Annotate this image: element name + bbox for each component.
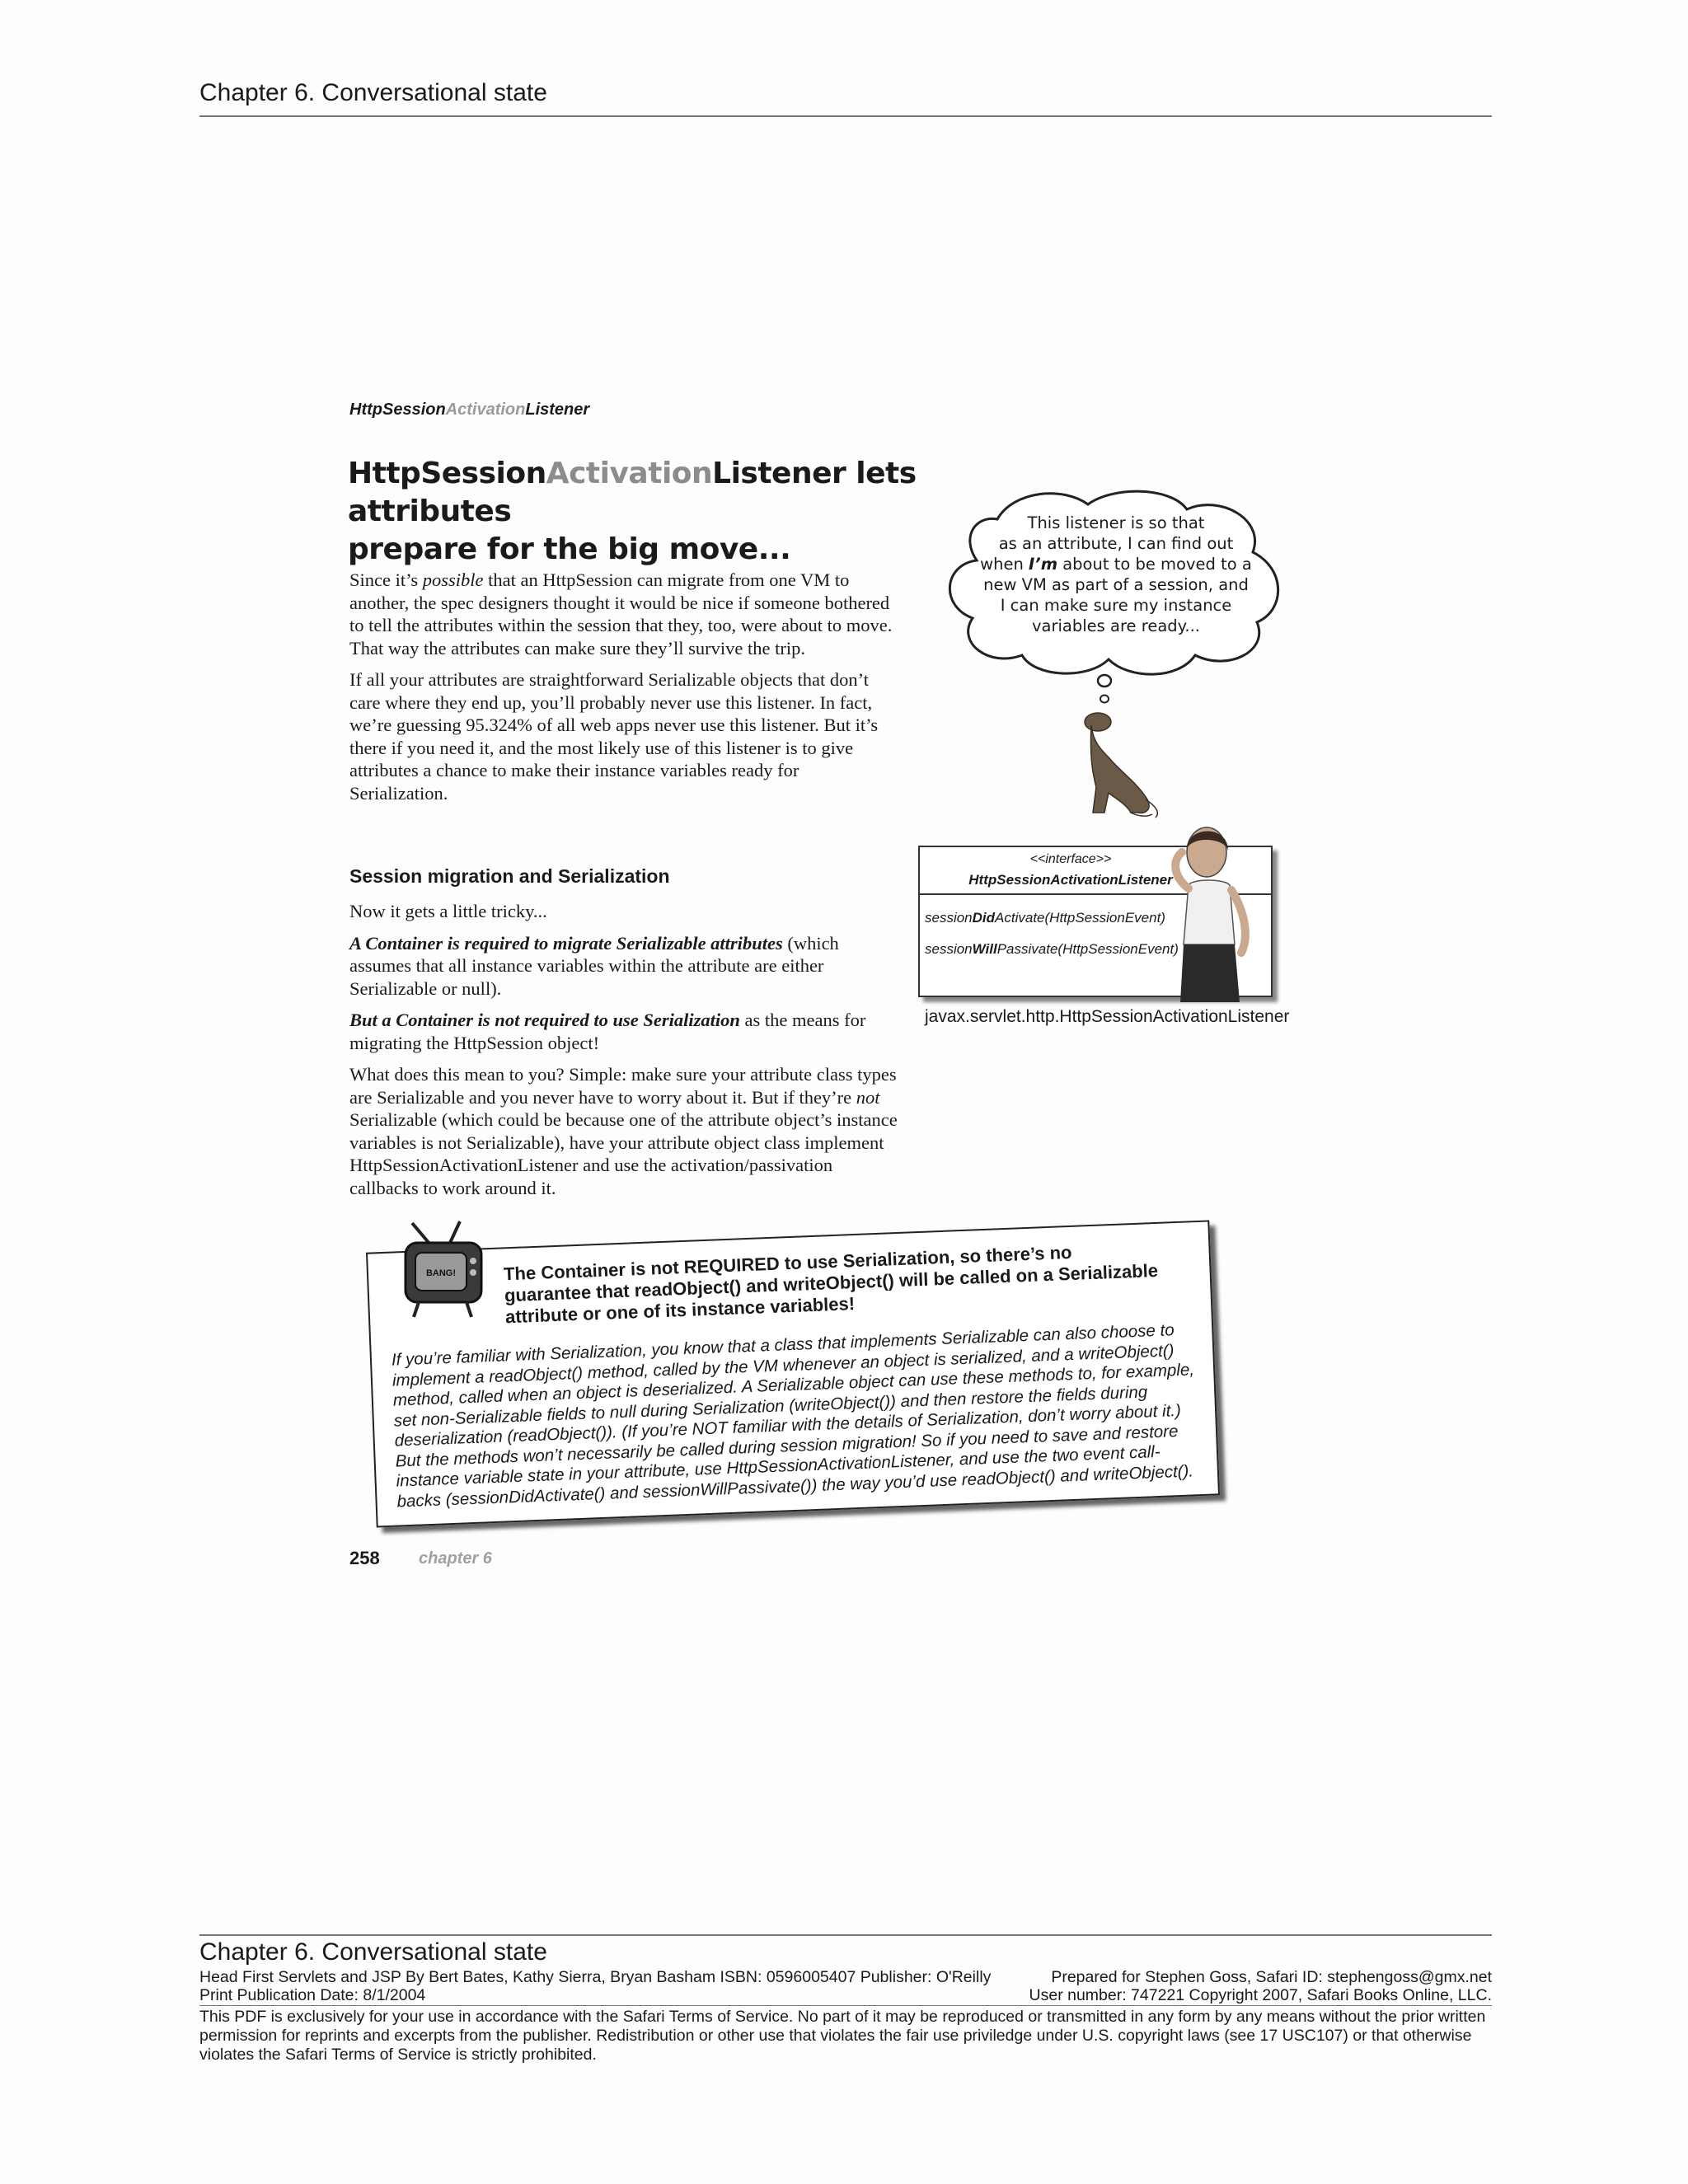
p4-rest: (which assumes that all instance variables within the attribute are either Serializable or null).: [349, 932, 839, 999]
uml-m2-a: session: [925, 941, 973, 957]
p5-rest: as the means for migrating the HttpSession object!: [349, 1010, 866, 1053]
p6-text1: What does this mean to you? Simple: make sure your attribute class types are Serializable and you never have to worry about it. But if they’re: [349, 1064, 897, 1108]
thought-line-1: This listener is so that: [1027, 513, 1205, 532]
footer-notice: This PDF is exclusively for your use in accordance with the Safari Terms of Service. No part of it may be reproduced or transmitted in any form by any means without the prior written permission for reprints and excerpts from the publisher. Redistribution or other use that violates the fair use priviledge under U.S. copyright laws (see 17 USC107) or that otherwise violates the Safari Terms of Service is strictly prohibited.: [199, 2008, 1486, 2064]
section-tag: [349, 401, 589, 419]
uml-method-will-passivate: [925, 941, 1179, 958]
thought-dot-small: [1100, 696, 1109, 703]
section-tag-part1: HttpSession: [349, 401, 446, 419]
section-tag-part2: Activation: [445, 401, 526, 419]
thought-text: [976, 513, 1256, 636]
footer-book-info: Head First Servlets and JSP By Bert Bates, Kathy Sierra, Bryan Basham ISBN: 0596005407 Publisher: O'Reilly: [199, 1968, 992, 1986]
bang-body: If you’re familiar with Serialization, you know that a class that implements Serializable can also choose to implement a readObject() method, called by the VM whenever an object is serialized, and a writeObject() method, called when an object is deserialized. A Serializable object can use these methods to, for example, set non-Serializable fields to null during Serialization (writeObject()) and then restore the fields during deserialization (readObject()). (If you’re NOT familiar with the details of Serialization, don’t worry about it.) But the methods won’t necessarily be called during session migration! So if you need to save and restore instance variable state in your attribute, use HttpSessionActivationListener, and use the two event call-backs (sessionDidActivate() and sessionWillPassivate()) the way you’d use readObject() and writeObject().: [391, 1320, 1195, 1511]
thought-line-2: as an attribute, I can find out: [998, 534, 1234, 553]
thought-line-3b: I’m: [1029, 555, 1058, 574]
woman-listening-illustration: [1159, 821, 1274, 1002]
migration-paragraphs: [349, 900, 902, 1208]
footer-date-line: [199, 1986, 1492, 2004]
thought-line-5: I can make sure my instance: [1000, 596, 1232, 615]
woman-skirt: [1180, 944, 1240, 1002]
uml-method-did-activate: [925, 910, 1165, 926]
headline-part1: HttpSession: [348, 457, 546, 490]
p1-text2: that an HttpSession can migrate from one VM to another, the spec designers thought it would be nice if someone bothered to tell the attributes within the session that they, too, were about to move. That way the attributes can make sure they’ll survive the trip.: [349, 569, 893, 658]
thought-line-6: variables are ready...: [1031, 616, 1201, 635]
uml-interface-name: HttpSessionActivationListener: [968, 872, 1173, 888]
header-chapter-title: Chapter 6. Conversational state: [199, 79, 547, 106]
p5-bold: But a Container is not required to use Serialization: [349, 1010, 740, 1030]
dog-icon: [1085, 713, 1157, 818]
header-rule: [199, 115, 1492, 117]
footer-pub-date: Print Publication Date: 8/1/2004: [199, 1986, 426, 2004]
paragraph-3: Now it gets a little tricky...: [349, 901, 547, 921]
footer-book-line: [199, 1968, 1492, 1986]
thought-dot-large: [1098, 675, 1111, 687]
footer-rule-bottom: [199, 2005, 1492, 2006]
bang-box: [366, 1220, 1220, 1527]
page-number: 258: [349, 1548, 380, 1568]
uml-stereotype: <<interface>>: [1029, 852, 1112, 866]
headline-line2: prepare for the big move...: [348, 532, 791, 566]
uml-caption: javax.servlet.http.HttpSessionActivationListener: [925, 1007, 1290, 1026]
footer-rule-top: [199, 1934, 1492, 1936]
woman-arm-raised: [1175, 852, 1189, 888]
uml-m1-c: Activate(HttpSessionEvent): [995, 910, 1165, 926]
thought-line-3: [976, 554, 1256, 574]
bang-callout: [366, 1220, 1220, 1527]
uml-m2-c: Passivate(HttpSessionEvent): [996, 941, 1179, 957]
p4-bold: A Container is required to migrate Serializable attributes: [349, 932, 783, 954]
uml-m1-b: Did: [972, 910, 996, 926]
tv-bang-icon: [401, 1220, 493, 1320]
thought-line-4: new VM as part of a session, and: [983, 575, 1249, 594]
page-headline: [348, 455, 941, 569]
subheading-session-migration: Session migration and Serialization: [349, 865, 670, 887]
headline-part2: Activation: [546, 457, 713, 490]
p6-emphasis: not: [856, 1086, 880, 1108]
headline-part3: Listener lets attributes: [348, 457, 917, 528]
p1-emphasis: possible: [422, 569, 484, 590]
paragraph-5: [349, 1009, 902, 1054]
tv-label: BANG!: [425, 1268, 457, 1278]
paragraph-6: [349, 1063, 902, 1199]
page-chapter-label: chapter 6: [419, 1549, 492, 1568]
footer-user-info: User number: 747221 Copyright 2007, Safari Books Online, LLC.: [1029, 1986, 1492, 2004]
paragraph-2: If all your attributes are straightforward Serializable objects that don’t care where they end up, you’ll probably never use this listener. In fact, we’re guessing 95.324% of all web apps never use this listener. But it’s there if you need it, and the most likely use of this listener is to give attributes a chance to make their instance variables ready for Serialization.: [349, 669, 879, 804]
uml-m2-b: Will: [972, 941, 997, 957]
p1-text1: Since it’s: [349, 569, 423, 590]
footer-prepared-for: Prepared for Stephen Goss, Safari ID: stephengoss@gmx.net: [1051, 1968, 1492, 1986]
thought-line-3a: when: [980, 555, 1029, 574]
section-tag-part3: Listener: [525, 401, 590, 419]
uml-m1-a: session: [925, 910, 973, 926]
paragraph-4: [349, 932, 902, 1001]
paragraph-1: [349, 569, 902, 659]
footer-chapter-title: Chapter 6. Conversational state: [199, 1938, 547, 1966]
intro-paragraphs: [349, 569, 902, 813]
p6-text2: Serializable (which could be because one of the attribute object’s instance variables is not Serializable), have your attribute object class implement HttpSessionActivationListener and use the activation/passivation callbacks to work around it.: [349, 1109, 898, 1198]
thought-line-3c: about to be moved to a: [1057, 555, 1252, 574]
bang-title: The Container is not REQUIRED to use Serialization, so there’s no guarantee that readObject() and writeObject() will be called on a Serializable attribute or one of its instance variables!: [503, 1241, 1159, 1328]
